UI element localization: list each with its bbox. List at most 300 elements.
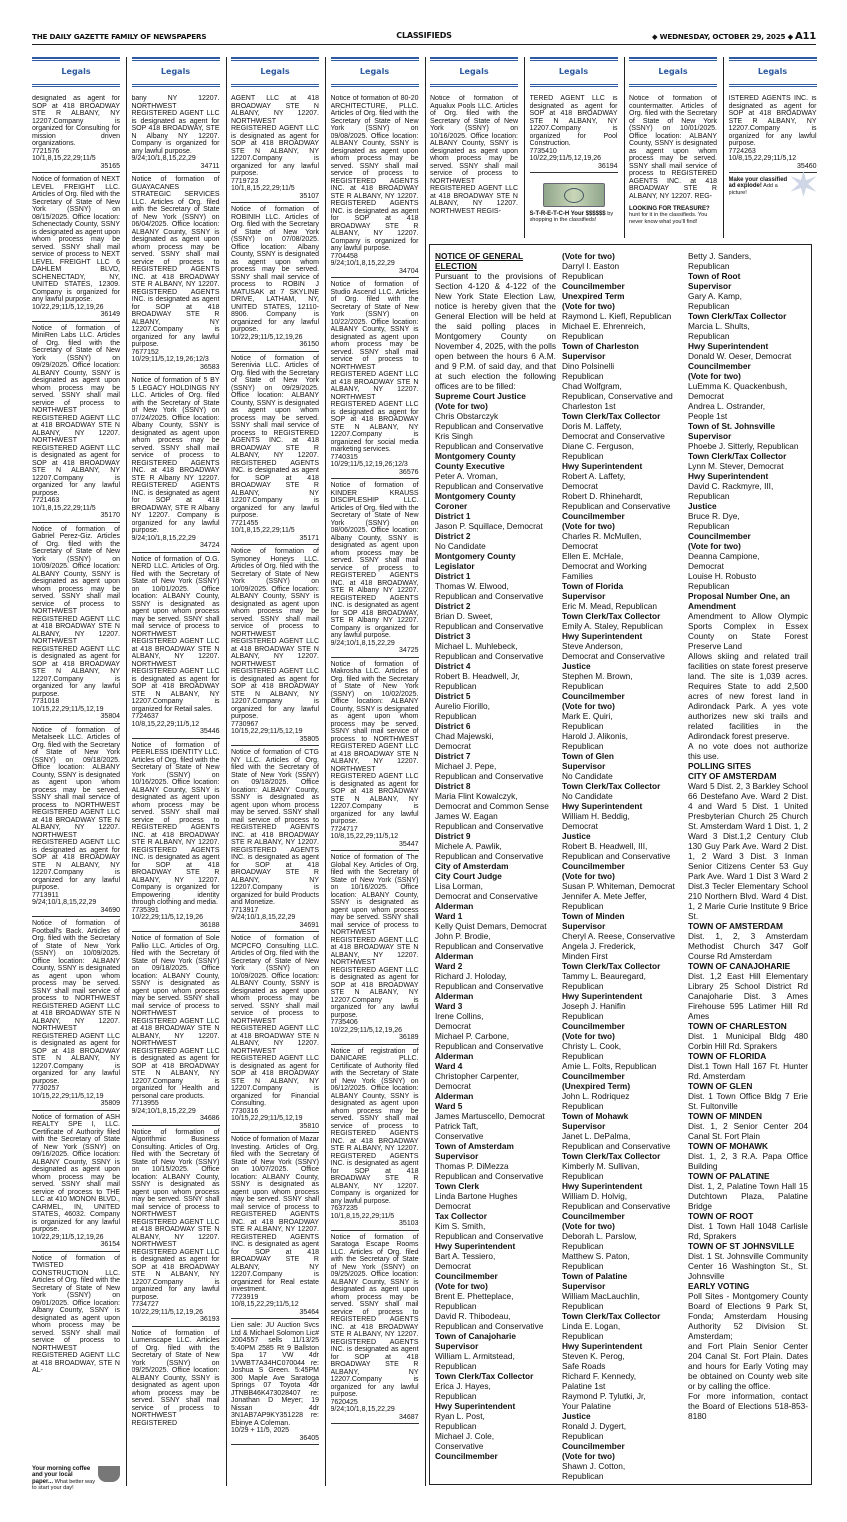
candidate-line: Democrat <box>435 1201 471 1211</box>
legal-notice <box>729 95 817 173</box>
election-heading: (Vote for two) <box>562 301 615 311</box>
election-paragraph: Dist. 1,2 East Hill Elementary Library 25 School District Rd Canajoharie Dist. 3 Ames Firehouse 595 Latimer Hill Rd Ames <box>688 971 808 1021</box>
candidate-line: Maria Flint Kowalczyk, <box>435 791 518 801</box>
notice-number: 34724 <box>200 542 220 549</box>
candidate-line: Amie L. Folts, Republican <box>562 1061 657 1071</box>
ad-text: Add a picture! <box>728 183 778 196</box>
notice-body: Notice of formation of Serenivia LLC. Articles of Org. filed with the Secretary of State of New York (SSNY) on 09/29/2025. Office location: ALBANY County, SSNY is designated as agent upon whom process may be served. SSNY shall mail service of process to REGISTERED AGENTS INC. at 418 BROADWAY STE R ALBANY, NY 12207. REGISTERED AGENTS INC. is designated as agent for SOP at 418 BROADWAY STE R ALBANY, NY 12207.Company is organized for any lawful purpose. <box>231 354 319 519</box>
notice-number: 36154 <box>100 1241 120 1248</box>
election-heading: Unexpired Term <box>562 291 625 301</box>
election-heading: Councilmember <box>688 531 751 541</box>
legal-notice <box>32 325 120 523</box>
notice-number: 35447 <box>399 840 419 848</box>
candidate-line: Harold J. Alikonis, <box>562 731 628 741</box>
publication-dates: 9/24;10/1,8,15,22,29 <box>330 639 395 647</box>
election-heading: County Executive <box>435 461 505 471</box>
legals-column <box>231 57 319 1486</box>
candidate-line: William L. Armitstead, <box>435 1351 515 1361</box>
election-heading: Town of Minden <box>562 911 625 921</box>
notices <box>331 95 419 1486</box>
page-number: A11 <box>794 31 816 42</box>
election-heading: Ward 3 <box>435 1001 463 1011</box>
candidate-line: Democrat <box>688 561 724 571</box>
legal-notice <box>32 176 120 322</box>
notice-body: bany NY 12207. NORTHWEST REGISTERED AGENT LLC is designated as agent for SOP 418 BROADWAY, STE N Albany NY 12207. Company is organized for any lawful purpose. <box>131 95 220 155</box>
election-heading: District 2 <box>435 601 471 611</box>
election-heading: Supervisor <box>562 351 606 361</box>
notice-number: 34691 <box>299 921 319 929</box>
election-heading: Justice <box>562 1411 591 1421</box>
candidate-line: Bart A. Tessiero, <box>435 1251 496 1261</box>
candidate-line: Republican and Conservative <box>562 501 671 511</box>
election-heading: Ward 4 <box>435 1061 463 1071</box>
candidate-line: Raymond L. Kiefl, Republican <box>562 311 672 321</box>
candidate-line: Republican <box>562 1101 604 1111</box>
election-heading: District 5 <box>435 691 471 701</box>
election-paragraph: For more information, contact the Board of Elections 518-853-8180 <box>688 1391 808 1421</box>
notice-number: 35107 <box>299 192 319 200</box>
election-heading: Councilmember <box>562 1021 625 1031</box>
candidate-line: Mark E. Quiri, <box>562 711 613 721</box>
notices <box>629 95 717 238</box>
publication-dates: 10/15,22,29;11/5,12,19 <box>231 728 303 735</box>
publication-dates: 10/22,29;11/5,12,19,26 <box>529 155 601 162</box>
candidate-line: David R. Thibodeau, <box>435 1311 511 1321</box>
notice-body: Notice of formation of Lumenscape LLC. Articles of Org. filed with the Secretary of State of New York (SSNY) on 09/25/2025. Office location: ALBANY County, SSNY is designated as agent upon whom process may be served. SSNY shall mail service of process to NORTHWEST REGISTERED <box>131 1329 220 1427</box>
header-rule <box>331 84 419 87</box>
election-heading: (Vote for two) <box>562 251 615 261</box>
candidate-line: Brian D. Sweet, <box>435 611 493 621</box>
legal-notice <box>132 377 220 553</box>
election-heading: City of Amsterdam <box>435 861 509 871</box>
candidate-line: Republican and Conservative <box>435 421 544 431</box>
election-heading: District 4 <box>435 661 471 671</box>
election-heading: Tax Collector <box>435 1211 487 1221</box>
candidate-line: Democrat <box>435 1021 471 1031</box>
publication-dates: 10/29;11/5,12,19,26;12/3 <box>330 461 408 468</box>
election-paragraph: Dist. 1, 2, 3 Amsterdam Methodist Church 347 Golf Course Rd Amsterdam <box>688 931 808 961</box>
notice-number: 34711 <box>200 162 220 170</box>
house-ad <box>629 206 717 225</box>
notice-reference: 7740315 <box>330 453 358 461</box>
notice-body: Notice of registration of DANICARE PLLC. Certificate of Authority filed with the Secretary of State of New York (SSNY) on 06/12/2025. Office location: ALBANY County, SSNY is designated as agent upon whom process may be served. SSNY shall mail service of process to REGISTERED AGENTS INC. at 418 BROADWAY STE R ALBANY, NY 12207. REGISTERED AGENTS INC. is designated as agent for SOP at 418 BROADWAY STE R ALBANY, NY 12207. Company is organized for any lawful purpose. <box>330 1047 419 1205</box>
candidate-line: Kris Singh <box>435 431 473 441</box>
header-rule <box>32 84 120 87</box>
ad-headline: S-T-R-E-T-C-H Your $$$$$$ <box>529 211 606 217</box>
election-heading: Councilmember <box>562 281 625 291</box>
candidate-line: Brent E. Phetteplace, <box>435 1291 514 1301</box>
election-title: NOTICE OF GENERAL ELECTION <box>435 251 524 271</box>
notice-body: Notice of formation of Makrosha LLC. Articles of Org. filed with the Secretary of State of New York (SSNY) on 10/02/2025. Office location: ALBANY County, SSNY is designated as agent upon whom process may be served. SSNY shall mail service of process to NORTHWEST REGISTERED AGENT LLC at 418 BROADWAY STE N ALBANY, NY 12207. NORTHWEST REGISTERED AGENT LLC is designated as agent for SOP at 418 BROADWAY STE N ALBANY, NY 12207.Company is organized for any lawful purpose. <box>330 660 419 825</box>
candidate-line: Patrick Taft, <box>435 1121 479 1131</box>
election-heading: Town Clerk <box>435 1181 480 1191</box>
candidate-line: Republican <box>688 301 730 311</box>
election-heading: Hwy Superintendent <box>562 1181 643 1191</box>
notice-number: 35171 <box>299 534 319 542</box>
election-heading: (Vote for two) <box>688 371 741 381</box>
candidate-line: Jennifer A. Mete Jeffer, <box>562 891 647 901</box>
publication-dates: 9/24;10/1,8,15,22,29 <box>330 1406 395 1413</box>
candidate-line: Democrat <box>435 1261 471 1271</box>
legal-notice <box>231 95 319 203</box>
candidate-line: Charleston 1st <box>562 401 616 411</box>
election-paragraph: Allows skiing and related trail facilities on state forest preserve land. The site is 1,039 acres. Requires State to add 2,500 acres of new forest land in Adirondack Park. A yes vote authorizes new ski trails and related facilities in the Adirondack forest preserve. <box>688 651 808 741</box>
legal-notice <box>530 95 618 173</box>
candidate-line: Shawn J. Cotton, <box>562 1461 626 1471</box>
column-heading: Legals <box>160 67 191 76</box>
candidate-line: Darryl I. Easton <box>562 261 620 271</box>
notice-reference: 7724263 <box>728 147 756 155</box>
notice-body: Notice of formation of Gabriel Perez-Giz. Articles of Org. filed with the Secretary of State of New York (SSNY) on 10/09/2025. Office location: ALBANY County, SSNY is designated as agent upon whom process may be served. SSNY shall mail service of process to NORTHWEST REGISTERED AGENT LLC at 418 BROADWAY STE N ALBANY, NY 12207. NORTHWEST REGISTERED AGENT LLC is designated as agent for SOP at 418 BROADWAY STE N ALBANY, NY 12207.Company is organized for any lawful purpose. <box>32 525 120 698</box>
notice-reference: 7730316 <box>231 1107 259 1115</box>
header-rule <box>629 84 717 87</box>
notice-body: Notice of formation of ASH REALTY SPE I, LLC. Certificate of Authority filed with the Secretary of State of New York (SSNY) on 09/16/2025. Office location: ALBANY County, SSNY is designated as agent upon whom process may be served. SSNY shall mail service of process to THE LLC at 410 MONON BLVD., CARMEL, IN, UNITED STATES, 46032. Company is organized for any lawful purpose. <box>32 1113 120 1233</box>
candidate-line: Republican and Conservative <box>562 1201 671 1211</box>
notice-body: Notice of formation of Football's Back. Articles of Org. filed with the Secretary of State of New York (SSNY) on 10/09/2025. Office location: ALBANY County, SSNY is designated as agent upon whom process may be served. SSNY shall mail service of process to NORTHWEST REGISTERED AGENT LLC at 418 BROADWAY STE N ALBANY, NY 12207. NORTHWEST REGISTERED AGENT LLC is designated as agent for SOP at 418 BROADWAY STE N ALBANY, NY 12207.Company is organized for any lawful purpose. <box>32 920 120 1085</box>
notice-reference: 7721463 <box>32 497 60 504</box>
election-heading: Town of Palatine <box>562 1271 628 1281</box>
notice-number: 35170 <box>100 512 120 519</box>
column-heading: Legals <box>658 67 688 76</box>
candidate-line: Democrat <box>435 741 471 751</box>
election-heading: Hwy Superintendent <box>562 801 643 811</box>
election-paragraph: Poll Sites - Montgomery County Board of Elections 9 Park St, Fonda; Amsterdam Housing Authority 52 Division St. Amsterdam; <box>688 1291 808 1341</box>
notice-body: Notice of formation of Algorithmic Business Consulting. Articles of Org. filed with the Secretary of State of New York (SSNY) on 10/15/2025. Office location: ALBANY County, SSNY is designated as agent upon whom process may be served. SSNY shall mail service of process to NORTHWEST REGISTERED AGENT LLC at 418 BROADWAY STE N ALBANY, NY 12207. NORTHWEST REGISTERED AGENT LLC is designated as agent for SOP at 418 BROADWAY STE N ALBANY, NY 12207.Company is organized for any lawful purpose. <box>131 1128 220 1301</box>
candidate-line: Aurelio Fiorillo, <box>435 701 490 711</box>
column-heading: Legals <box>459 67 489 76</box>
candidate-line: Republican and Conservative <box>435 941 544 951</box>
election-paragraph: and Fort Plain Senior Center 204 Canal St. Fort Plain. Dates and hours for Early Voting may be obtained on County web site or by calling the office. <box>688 1341 808 1391</box>
publication-dates: 10/22,29;11/5,12,19,26 <box>32 1233 104 1241</box>
candidate-line: William MacLauchlin, <box>562 1291 640 1301</box>
election-heading: (Vote for two) <box>688 541 741 551</box>
notice-reference: 7704458 <box>330 252 358 260</box>
notice-body: Notice of formation of PEERLESS IDENTITY LLC. Articles of Org. filed with the Secretary of State of New York (SSNY) on 10/16/2025. Office location: ALBANY County, SSNY is designated as agent upon whom process may be served. SSNY shall mail service of process to REGISTERED AGENTS INC. at 418 BROADWAY STE R ALBANY, NY 12207. REGISTERED AGENTS INC. is designated as agent for SOP at 418 BROADWAY STE R ALBANY, NY 12207. Company is organized for Empowering identity through clothing and media. <box>131 741 220 906</box>
election-heading: POLLING SITES <box>688 761 752 771</box>
election-heading: (Vote for two) <box>562 701 615 711</box>
candidate-line: No Candidate <box>562 771 613 781</box>
issue-date <box>652 31 816 42</box>
election-paragraph: Amendment to Allow Olympic Sports Complex in Essex County on State Forest Preserve Land <box>688 611 808 651</box>
candidate-line: Republican <box>562 981 604 991</box>
candidate-line: Conservative <box>435 1441 484 1451</box>
notice-number: 34690 <box>100 906 120 914</box>
legals-column <box>629 57 717 238</box>
candidate-line: Phoebe J. Sitterly, Republican <box>688 441 799 451</box>
candidate-line: Linda Bartone Hughes <box>435 1191 518 1201</box>
candidate-line: Republican <box>435 1301 477 1311</box>
election-heading: Proposal Number One, an Amendment <box>688 591 790 611</box>
notice-body: Notice of formation of 80-20 ARCHITECTURE, PLLC. Articles of Org. filed with the Secretary of State of New York (SSNY) on 09/08/2025. Office location: ALBANY County, SSNY is designated as agent upon whom process may be served. SSNY shall mail service of process to REGISTERED AGENTS INC. at 418 BROADWAY STE R ALBANY, NY 12207. REGISTERED AGENTS INC. is designated as agent for SOP at 418 BROADWAY STE R ALBANY, NY 12207. Company is organized for any lawful purpose. <box>330 95 419 252</box>
election-heading: (Vote for two) <box>562 521 615 531</box>
legal-notice <box>132 742 220 933</box>
notice-reference: 7620425 <box>330 1398 358 1406</box>
publication-dates: 9/24;10/1,8,15,22,29 <box>231 914 296 921</box>
notice-body: Notice of formation of Saratoga Escape Rooms LLC. Articles of Org. filed with the Secretary of State of New York (SSNY) on 09/25/2025. Office location: ALBANY County, SSNY is designated as agent upon whom process may be served. SSNY shall mail service of process to REGISTERED AGENTS INC. at 418 BROADWAY STE R ALBANY, NY 12207. REGISTERED AGENTS INC. is designated as agent for SOP at 418 BROADWAY STE R ALBANY, NY 12207.Company is organized for any lawful purpose. <box>330 1233 419 1398</box>
candidate-line: Republican <box>562 1431 604 1441</box>
candidate-line: Gary A. Kamp, <box>688 291 742 301</box>
candidate-line: Republican <box>562 741 604 751</box>
notice-number: 36188 <box>200 921 220 929</box>
legal-notice <box>231 548 319 746</box>
candidate-line: Republican and Conservative <box>435 821 544 831</box>
notice-number: 36194 <box>598 162 618 170</box>
house-ad <box>32 1466 120 1492</box>
legal-notice <box>231 206 319 352</box>
election-paragraph: Dist. 1 Municipal Bldg 480 Corbin Hill Rd. Sprakers <box>688 1031 808 1051</box>
candidate-line: Emily A. Staley, Republican <box>562 621 663 631</box>
candidate-line: Steven K. Perog, <box>562 1351 625 1361</box>
ad-text: by shopping in the classifieds! <box>529 211 614 224</box>
candidate-line: Republican <box>562 1171 604 1181</box>
election-heading: Justice <box>688 501 717 511</box>
candidate-line: Michael L. Muhlebeck, <box>435 641 518 651</box>
candidate-line: Democrat and Conservative <box>562 651 665 661</box>
notice-body: Notice of formation of ROBINIH LLC. Articles of Org. filed with the Secretary of State of New York (SSNY) on 07/08/2025. Office location: Albany County, SSNY is designated as agent upon whom process may be served. SSNY shall mail service of process to ROBIN J MATUSAK at 7 SKYLINE DRIVE, LATHAM, NY, UNITED STATES, 12110-8906. Company is organized for any lawful purpose. <box>231 206 319 333</box>
candidate-line: Republican <box>562 451 604 461</box>
election-heading: Supervisor <box>435 1341 479 1351</box>
header-rule <box>530 84 618 87</box>
publication-dates: 9/24;10/1,8,15,22,29 <box>32 899 97 906</box>
candidate-line: Democrat and Common Sense <box>435 801 549 811</box>
notice-reference: 7730967 <box>231 720 259 728</box>
notice-number: 35446 <box>200 728 220 735</box>
notice-reference: 7730257 <box>32 1085 60 1092</box>
column-heading: Legals <box>558 67 589 76</box>
election-heading: TOWN OF FLORIDA <box>688 1051 767 1061</box>
election-heading: (Vote for two) <box>562 1451 615 1461</box>
candidate-line: Erica J. Hayes, <box>435 1381 491 1391</box>
election-heading: Supreme Court Justice <box>435 391 526 401</box>
candidate-line: Republican <box>562 1051 604 1061</box>
money-image <box>543 183 605 207</box>
election-heading: TOWN OF ROOT <box>688 1211 754 1221</box>
candidate-line: Robert D. Rhinehardt, <box>562 491 643 501</box>
notice-body: Notice of formation of Aqualux Pools LLC. Articles of Org. filed with the Secretary of State of New York (SSNY) on 10/16/2025. Office location: ALBANY County, SSNY is designated as agent upon whom process may be served. SSNY shall mail service of process to NORTHWEST REGISTERED AGENT LLC at 418 BROADWAY STE N ALBANY, NY 12207. NORTHWEST REGIS- <box>430 95 518 215</box>
election-heading: Hwy Superintendent <box>562 461 643 471</box>
candidate-line: Michele A. Pawlik, <box>435 841 502 851</box>
notice-body: Notice of formation of O.G. NERD LLC. Articles of Org. filed with the Secretary of State of New York (SSNY) on 10/01/2025. Office location: ALBANY County, SSNY is designated as agent upon whom process may be served. SSNY shall mail service of process to NORTHWEST REGISTERED AGENT LLC at 418 BROADWAY STE N ALBANY, NY 12207. NORTHWEST REGISTERED AGENT LLC is designated as agent for SOP at 418 BROADWAY STE N ALBANY, NY 12207.Company is organized for Retail sales. <box>131 555 220 713</box>
candidate-line: Christy L. Cook, <box>562 1041 622 1051</box>
election-paragraph: Dist. 1 Town Office Bldg 7 Erie St. Fultonville <box>688 1091 808 1111</box>
legals-column <box>430 57 518 238</box>
legal-notice <box>231 1136 319 1319</box>
candidate-line: Robert B. Headwell, III, <box>562 841 648 851</box>
notices <box>231 95 319 1486</box>
legals-column <box>32 57 120 1492</box>
publication-dates: 10/1,8,15,22,29;11/5 <box>32 155 96 162</box>
legal-notice <box>331 281 419 479</box>
ad-text: hunt for it in the classifieds. You never know what you'll find! <box>629 212 708 225</box>
publication-dates: 10/22,29;11/5,12,19,26 <box>32 303 104 311</box>
ad-headline: Your morning coffee and your local paper... <box>32 1466 91 1485</box>
candidate-line: Peter A. Vroman, <box>435 471 498 481</box>
notice-number: 36150 <box>299 341 319 348</box>
notices <box>132 95 220 1486</box>
candidate-line: Families <box>562 571 593 581</box>
legal-notice <box>331 1048 419 1231</box>
notice-number: 35805 <box>299 735 319 743</box>
election-heading: Councilmember <box>562 1211 625 1221</box>
candidate-line: Republican <box>688 491 730 501</box>
election-heading: Councilmember <box>562 691 625 701</box>
election-heading: (Vote for two) <box>562 1221 615 1231</box>
election-heading: Town Clerk/Tax Collector <box>562 611 661 621</box>
notice-reference: 7637235 <box>330 1205 358 1212</box>
candidate-line: Ellen E. McHale, <box>562 551 624 561</box>
publication-dates: 10/22,29;11/5,12,19,26 <box>131 1308 203 1316</box>
notice-number: 36193 <box>200 1316 220 1323</box>
ad-headline: Make your classified ad explode! <box>728 177 788 190</box>
coffee-cup-icon <box>98 1466 120 1482</box>
candidate-line: Dino Polsinelli <box>562 361 615 371</box>
notices <box>729 95 817 238</box>
election-heading: Councilmember <box>435 1271 498 1281</box>
candidate-line: Republican and Conservative <box>435 981 544 991</box>
legal-notice <box>331 482 419 658</box>
notice-body: Notice of formation of 5 BY 5 LEGACY HOLDINGS NY LLC. Articles of Org. filed with the Secretary of State of New York (SSNY) on 07/24/2025. Office location: Albany County, SSNY is designated as agent upon whom process may be served. SSNY shall mail service of process to REGISTERED AGENTS INC. at 418 BROADWAY STE R Albany NY 12207. REGISTERED AGENTS INC. is designated as agent for SOP at 418 BROADWAY, STE R Albany NY 12207. Company is organized for any lawful purpose. <box>131 377 220 534</box>
house-ad <box>729 177 817 196</box>
candidate-line: People 1st <box>688 411 728 421</box>
election-heading: Councilmember <box>562 1441 625 1451</box>
candidate-line: Republican <box>435 1421 477 1431</box>
candidate-line: Republican and Conservative <box>435 651 544 661</box>
election-heading: District 3 <box>435 631 471 641</box>
candidate-line: Susan P. Whiteman, Democrat <box>562 881 675 891</box>
publication-dates: 10/15,22,29;11/5,12,19 <box>231 1115 303 1122</box>
candidate-line: LuEmma K. Quackenbush, <box>688 381 788 391</box>
column-divider <box>325 57 326 1486</box>
candidate-line: Republican <box>688 261 730 271</box>
candidate-line: Republican <box>562 1261 604 1271</box>
election-heading: Councilmember <box>562 511 625 521</box>
candidate-line: Republican <box>435 681 477 691</box>
publication-dates: 10/1,8,15,22,29;11/5 <box>231 527 295 534</box>
candidate-line: Charles R. McMullen, <box>562 531 642 541</box>
election-heading: District 1 <box>435 571 471 581</box>
notice-number: 35460 <box>797 162 817 170</box>
publication-dates: 10/8,15,22,29;11/5,12 <box>131 720 200 728</box>
election-heading: Councilmember <box>562 861 625 871</box>
candidate-line: Republican <box>562 371 604 381</box>
legal-notice <box>32 1114 120 1252</box>
candidate-line: Chad Wolfgram, <box>562 381 622 391</box>
candidate-line: Andrea L. Ostrander, <box>688 401 766 411</box>
candidate-line: Deborah L. Parslow, <box>562 1231 637 1241</box>
election-heading: (Vote for two) <box>435 401 488 411</box>
notice-number: 36405 <box>299 1434 319 1442</box>
publication-dates: 10/1,8,15,22,29;11/5 <box>231 185 295 192</box>
candidate-line: Chad Majewski, <box>435 731 494 741</box>
candidate-line: Republican <box>562 681 604 691</box>
candidate-line: Donald W. Oeser, Democrat <box>688 351 792 361</box>
candidate-line: Stephen M. Brown, <box>562 671 633 681</box>
election-heading: Justice <box>562 661 591 671</box>
publication-dates: 9/24;10/1,8,15,22,29 <box>330 260 395 267</box>
legal-notice <box>331 854 419 1045</box>
candidate-line: Kimberly M. Sullivan, <box>562 1161 640 1171</box>
publication-dates: 10/22,29;11/5,12,19,26 <box>131 914 203 921</box>
election-heading: District 8 <box>435 781 471 791</box>
notice-number: 36149 <box>100 311 120 318</box>
candidate-line: Thomas P. DiMezza <box>435 1161 509 1171</box>
candidate-line: Michael P. Carbone, <box>435 1031 510 1041</box>
election-heading: Town Clerk/Tax Collector <box>688 451 787 461</box>
candidate-line: Cheryl A. Reese, Conservative <box>562 931 675 941</box>
notice-number: 35809 <box>100 1100 120 1107</box>
notices <box>430 95 518 238</box>
notice-body: Notice of formation of CTG NY LLC. Articles of Org. filed with the Secretary of State of New York (SSNY) on 09/18/2025. Office location: ALBANY County, SSNY is designated as agent upon whom process may be served. SSNY shall mail service of process to REGISTERED AGENTS INC. at 418 BROADWAY STE R ALBANY, NY 12207. REGISTERED AGENTS INC. is designated as agent for SOP at 418 BROADWAY STE R ALBANY, NY 12207.Company is organized for build Products and Monetize. <box>231 749 319 906</box>
candidate-line: Republican and Conservative <box>435 1231 544 1241</box>
column-heading: Legals <box>61 67 91 76</box>
notice-number: 35103 <box>399 1220 419 1227</box>
candidate-line: Republican and Conservative <box>435 621 544 631</box>
candidate-line: Democrat <box>688 391 724 401</box>
house-ad <box>530 183 618 224</box>
election-heading: District 2 <box>435 531 471 541</box>
candidate-line: Republican and Conservative <box>562 851 671 861</box>
column-divider <box>524 57 525 238</box>
candidate-line: Kelly Quist Demars, Democrat <box>435 921 547 931</box>
candidate-line: Democrat <box>435 1081 471 1091</box>
notice-body: Notice of formation of KINDER KRAUSS DISCIPLESHIP LLC. Articles of Org. filed with the Secretary of State of New York (SSNY) on 08/06/2025. Office location: Albany County, SSNY is designated as agent upon whom process may be served. SSNY shall mail service of process to REGISTERED AGENTS INC. at 418 BROADWAY, STE R Albany NY 12207. REGISTERED AGENTS INC. is designated as agent for SOP 418 BROADWAY, STE R Albany NY 12207. Company is organized for any lawful purpose. <box>330 482 419 639</box>
candidate-line: Diane C. Ferguson, <box>562 441 634 451</box>
candidate-line: Republican <box>562 1471 604 1481</box>
election-heading: Ward 1 <box>435 911 463 921</box>
candidate-line: Republican <box>562 271 604 281</box>
election-heading: Councilmember <box>688 361 751 371</box>
candidate-line: Republican <box>435 1361 477 1371</box>
notice-reference: 7677152 <box>131 348 159 356</box>
election-paragraph: Dist.1 Town Hall 167 Ft. Hunter Rd. Amsterdam <box>688 1061 808 1081</box>
election-heading: Supervisor <box>562 1281 606 1291</box>
election-heading: Supervisor <box>562 1121 606 1131</box>
notice-body: Notice of formation of NEXT LEVEL FREIGHT LLC. Articles of Org. filed with the Secretary of State of New York (SSNY) on 08/15/2025. Office location: Schenectady County, SSNY is designated as agent upon whom process may be served. SSNY shall mail service of process to NEXT LEVEL FREIGHT LLC 6 DAHLEM BLVD, SCHENECTADY, NY, UNITED STATES, 12309. Company is organized for any lawful purpose. <box>32 176 120 303</box>
legals-column <box>331 57 419 1486</box>
election-heading: Montgomery County <box>435 491 516 501</box>
notice-reference: 7731018 <box>32 698 60 705</box>
legal-notice <box>331 95 419 278</box>
publication-dates: 10/8,15,22,29;11/5,12 <box>728 155 797 162</box>
notices <box>32 95 120 1486</box>
candidate-line: Republican and Conservative <box>435 441 544 451</box>
election-heading: Town Clerk/Tax Collector <box>688 311 787 321</box>
election-heading: Supervisor <box>688 431 732 441</box>
candidate-line: Lynn M. Stever, Democrat <box>688 461 784 471</box>
legal-notice <box>231 749 319 932</box>
notice-reference: 7713955 <box>131 1100 159 1107</box>
election-heading: Supervisor <box>562 591 606 601</box>
election-paragraph: Dist. 1, 2, Palatine Town Hall 15 Dutchtown Plaza, Palatine Bridge <box>688 1181 808 1211</box>
notice-number: 36576 <box>399 468 419 476</box>
election-heading: District 1 <box>435 511 471 521</box>
legal-notice <box>132 556 220 739</box>
election-heading: Legislator <box>435 561 475 571</box>
candidate-line: Minden First <box>562 951 608 961</box>
candidate-line: William D. Holvig, <box>562 1191 627 1201</box>
candidate-line: William H. Beddig, <box>562 811 630 821</box>
publication-dates: 10/8,15,22,29;11/5,12 <box>231 1301 299 1308</box>
column-divider <box>425 57 426 1486</box>
candidate-line: John L. Rodriquez <box>562 1091 630 1101</box>
notice-number: 34704 <box>399 267 419 275</box>
candidate-line: Robert A. Laffety, <box>562 471 626 481</box>
election-heading: TOWN OF MOHAWK <box>688 1141 769 1151</box>
candidate-line: Democrat <box>562 541 598 551</box>
notice-body: Notice of formation of Sole Pallio LLC. Articles of Org. filed with the Secretary of State of New York (SSNY) on 09/18/2025. Office location: ALBANY County, SSNY is designated as agent upon whom process may be served. SSNY shall mail service of process to NORTHWEST REGISTERED AGENT LLC at 418 BROADWAY STE N ALBANY, NY 12207. NORTHWEST REGISTERED AGENT LLC is designated as agent for SOP at 418 BROADWAY STE N ALBANY, NY 12207.Company is organized for Health and personal care products. <box>131 935 220 1100</box>
notice-reference: 7724637 <box>131 713 159 720</box>
candidate-line: Tammy L. Beauregard, <box>562 971 646 981</box>
